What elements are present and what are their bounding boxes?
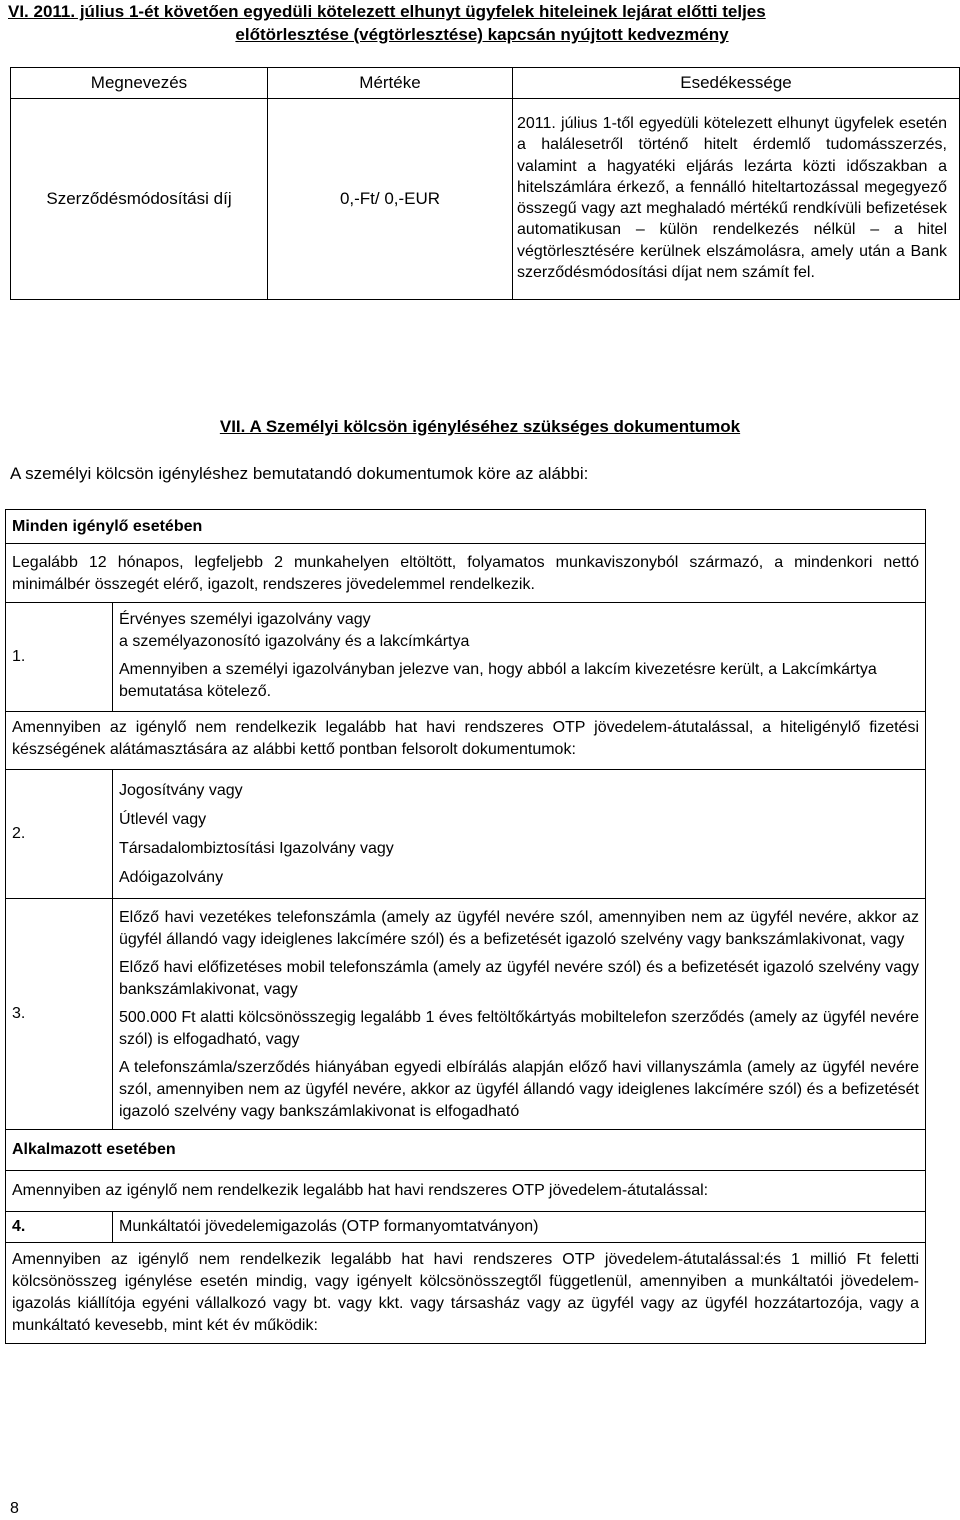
item-4-number: 4. <box>6 1212 113 1243</box>
fee-table <box>10 67 960 300</box>
row-condition-1 <box>6 712 926 770</box>
item-2-line: Társadalombiztosítási Igazolvány vagy <box>119 840 394 857</box>
item-3-paragraph: A telefonszámla/szerződés hiányában egyedi elbírálás alapján előző havi villanyszámla (amely az ügyfél nevére szól, amennyiben nem az ügyfél nevére, akkor az ügyfél állandó vagy ideiglenes lakcímére szól) és a befizetését igazoló szelvény vagy bankszámlakivonat is elfogadható <box>119 1059 919 1120</box>
header-name: Megnevezés <box>11 68 268 99</box>
fee-amount-cell: 0,-Ft/ 0,-EUR <box>268 99 513 300</box>
header-amount: Mértéke <box>268 68 513 99</box>
condition-3-text: Amennyiben az igénylő nem rendelkezik legalább hat havi rendszeres OTP jövedelem-átutalással:és 1 millió Ft feletti kölcsönösszeg igénylése esetén mindig, vagy igényelt kölcsönösszegtől függetlenül, amennyiben a munkáltatói jövedelem-igazolás kiállítója egyéni vállalkozó vagy bt. vagy kkt. vagy társasház vagy az ügyfél vagy az ügyfél hozzátartozója, vagy a munkáltató kevesebb, mint két év működik: <box>6 1243 926 1344</box>
item-3-paragraph: Előző havi vezetékes telefonszámla (amely az ügyfél nevére szól, amennyiben nem az ügyfél nevére, akkor az ügyfél állandó vagy ideiglenes lakcímére szól) és a befizetését igazoló szelvény vagy bankszámlakivonat, vagy <box>119 909 919 948</box>
item-3-paragraph: Előző havi előfizetéses mobil telefonszámla (amely az ügyfél nevére szól) és a befizetését igazoló szelvény vagy bankszámlakivonat, vagy <box>119 959 919 998</box>
requirement-text: Legalább 12 hónapos, legfeljebb 2 munkahelyen eltöltött, folyamatos munkaviszonyból származó, a mindenkori nettó minimálbér összegét elérő, igazolt, rendszeres jövedelemmel rendelkezik. <box>6 544 926 603</box>
fee-due-cell: 2011. július 1-től egyedüli kötelezett elhunyt ügyfelek esetén a halálesetről történő hitelt érdemlő tudomásszerzés, valamint a hagyatéki eljárás lezárta közti időszakban a hitelszámlára érkező, a fennálló hiteltartozással megegyező összegű vagy azt meghaladó mértékű rendkívüli befizetések automatikusan – külön rendelkezés nélkül – a hitel végtörlesztésére kerülnek elszámolásra, amely után a Bank szerződésmódosítási díjat nem számít fel. <box>513 99 960 300</box>
item-4-text: Munkáltatói jövedelemigazolás (OTP formanyomtatványon) <box>113 1212 926 1243</box>
item-1-number: 1. <box>6 603 113 712</box>
row-requirement <box>6 544 926 603</box>
item-2-line: Jogosítvány vagy <box>119 782 243 799</box>
item-2-content <box>113 770 926 899</box>
section-7-heading: VII. A Személyi kölcsön igényléséhez szükséges dokumentumok <box>219 417 741 436</box>
documents-table <box>5 509 926 1344</box>
row-condition-3 <box>6 1243 926 1344</box>
item-1-line3: Amennyiben a személyi igazolványban jelezve van, hogy abból a lakcím kivezetésre került, a Lakcímkártya bemutatása kötelező. <box>119 661 877 700</box>
every-applicant-label: Minden igénylő esetében <box>6 510 926 544</box>
section-6-title-line1: VI. 2011. július 1-ét követően egyedüli kötelezett elhunyt ügyfelek hiteleinek lejárat előtti teljes <box>8 2 766 21</box>
row-item-4 <box>6 1212 926 1243</box>
condition-2-text: Amennyiben az igénylő nem rendelkezik legalább hat havi rendszeres OTP jövedelem-átutalással: <box>6 1171 926 1212</box>
fee-name-cell: Szerződésmódosítási díj <box>11 99 268 300</box>
page-number: 8 <box>10 1500 19 1517</box>
row-every-applicant <box>6 510 926 544</box>
section-7-intro: A személyi kölcsön igényléshez bemutatandó dokumentumok köre az alábbi: <box>10 464 589 483</box>
row-employee <box>6 1130 926 1171</box>
employee-label: Alkalmazott esetében <box>6 1130 926 1171</box>
item-1-line1: Érvényes személyi igazolvány vagy <box>119 611 371 628</box>
item-3-content <box>113 899 926 1130</box>
item-3-number: 3. <box>6 899 113 1130</box>
row-item-2 <box>6 770 926 899</box>
row-item-3 <box>6 899 926 1130</box>
row-condition-2 <box>6 1171 926 1212</box>
item-1-content <box>113 603 926 712</box>
item-2-line: Útlevél vagy <box>119 811 207 828</box>
section-6-title <box>8 0 956 46</box>
item-2-number: 2. <box>6 770 113 899</box>
fee-table-header-row <box>11 68 960 99</box>
item-1-line2: a személyazonosító igazolvány és a lakcímkártya <box>119 633 470 650</box>
header-due: Esedékessége <box>513 68 960 99</box>
condition-1-text: Amennyiben az igénylő nem rendelkezik legalább hat havi rendszeres OTP jövedelem-átutalással, a hiteligénylő fizetési készségének alátámasztására az alábbi kettő pontban felsorolt dokumentumok: <box>6 712 926 770</box>
item-3-paragraph: 500.000 Ft alatti kölcsönösszegig legalább 1 éves feltöltőkártyás mobiltelefon szerződés (amely az ügyfél nevére szól) is elfogadható, vagy <box>119 1009 919 1048</box>
section-6-title-line2: előtörlesztése (végtörlesztése) kapcsán nyújtott kedvezmény <box>235 25 729 44</box>
row-item-1 <box>6 603 926 712</box>
item-2-line: Adóigazolvány <box>119 869 224 886</box>
fee-table-row <box>11 99 960 300</box>
